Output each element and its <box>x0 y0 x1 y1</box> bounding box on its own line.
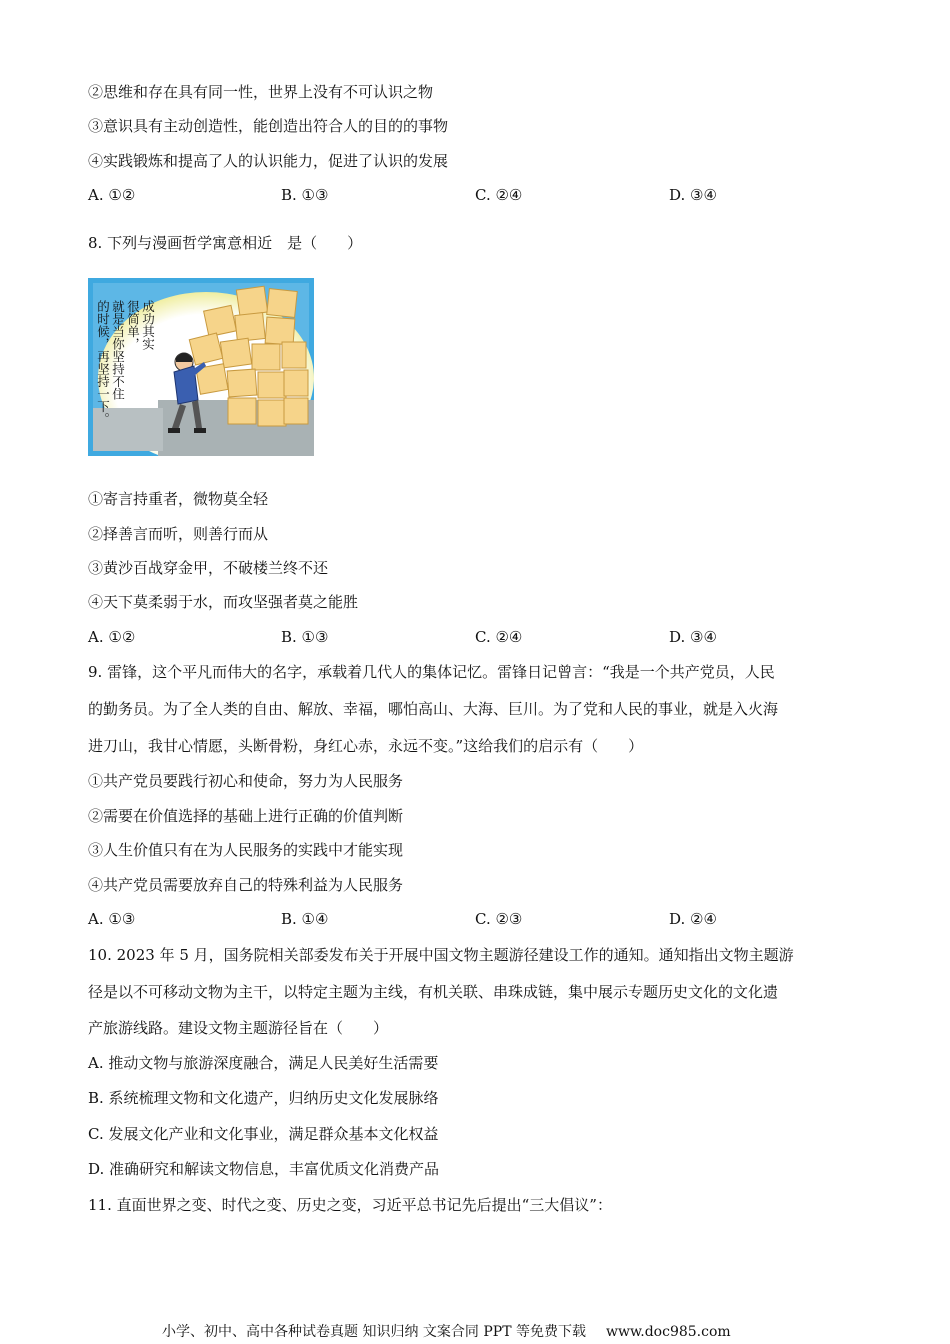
q8-option-b: B. ①③ <box>281 628 329 646</box>
q10-stem-line-3: 产旅游线路。建设文物主题游径旨在（ ） <box>88 1019 389 1037</box>
q9-statement-2: ②需要在价值选择的基础上进行正确的价值判断 <box>88 807 404 825</box>
q8-option-c: C. ②④ <box>475 628 523 646</box>
q7-statement-4: ④实践锻炼和提高了人的认识能力，促进了认识的发展 <box>88 152 449 170</box>
q7-statement-3: ③意识具有主动创造性，能创造出符合人的目的的事物 <box>88 117 449 135</box>
q7-statement-2: ②思维和存在具有同一性，世界上没有不可认识之物 <box>88 83 434 101</box>
q8-option-a: A. ①② <box>88 628 136 646</box>
q9-option-c: C. ②③ <box>475 910 523 928</box>
q8-option-d: D. ③④ <box>669 628 717 646</box>
q8-stem: 8. 下列与漫画哲学寓意相近 是（ ） <box>88 234 363 252</box>
q7-option-c: C. ②④ <box>475 186 523 204</box>
cartoon-text-col3: 就是当你坚持不住 <box>110 300 126 400</box>
q10-stem-line-1: 10. 2023 年 5 月，国务院相关部委发布关于开展中国文物主题游径建设工作的通知。通知指出文物主题游 <box>88 946 794 964</box>
q7-option-a: A. ①② <box>88 186 136 204</box>
q9-option-d: D. ②④ <box>669 910 717 928</box>
q10-option-b: B. 系统梳理文物和文化遗产，归纳历史文化发展脉络 <box>88 1089 439 1107</box>
page-footer <box>162 1322 731 1342</box>
q8-statement-4: ④天下莫柔弱于水，而攻坚强者莫之能胜 <box>88 593 359 611</box>
q7-option-d: D. ③④ <box>669 186 717 204</box>
q10-option-c: C. 发展文化产业和文化事业，满足群众基本文化权益 <box>88 1125 439 1143</box>
q9-stem-line-2: 的勤务员。为了全人类的自由、解放、幸福，哪怕高山、大海、巨川。为了党和人民的事业，就是入火海 <box>88 700 779 718</box>
q9-stem-line-1: 9. 雷锋，这个平凡而伟大的名字，承载着几代人的集体记忆。雷锋日记曾言：“我是一个共产党员，人民 <box>88 663 775 681</box>
cartoon-text-col1: 成功其实 <box>140 300 156 350</box>
q8-cartoon-image <box>88 278 314 456</box>
q7-option-b: B. ①③ <box>281 186 329 204</box>
q10-option-a: A. 推动文物与旅游深度融合，满足人民美好生活需要 <box>88 1054 439 1072</box>
q9-statement-4: ④共产党员需要放弃自己的特殊利益为人民服务 <box>88 876 404 894</box>
q8-statement-1: ①寄言持重者，微物莫全轻 <box>88 490 269 508</box>
q9-stem-line-3: 进刀山，我甘心情愿，头断骨粉，身红心赤，永远不变。”这给我们的启示有（ ） <box>88 737 644 755</box>
cartoon-text-col4: 的时候，再坚持一下。 <box>95 300 111 425</box>
footer-url[interactable]: www.doc985.com <box>605 1324 731 1340</box>
q8-statement-3: ③黄沙百战穿金甲，不破楼兰终不还 <box>88 559 329 577</box>
q9-statement-1: ①共产党员要践行初心和使命，努力为人民服务 <box>88 772 404 790</box>
q10-option-d: D. 准确研究和解读文物信息，丰富优质文化消费产品 <box>88 1160 440 1178</box>
q9-option-a: A. ①③ <box>88 910 136 928</box>
q11-stem: 11. 直面世界之变、时代之变、历史之变，习近平总书记先后提出“三大倡议”： <box>88 1196 612 1214</box>
footer-text: 小学、初中、高中各种试卷真题 知识归纳 文案合同 PPT 等免费下载 <box>162 1324 586 1340</box>
q8-statement-2: ②择善言而听，则善行而从 <box>88 525 269 543</box>
cartoon-text-col2: 很简单， <box>125 300 141 350</box>
q9-statement-3: ③人生价值只有在为人民服务的实践中才能实现 <box>88 841 404 859</box>
q9-option-b: B. ①④ <box>281 910 329 928</box>
q10-stem-line-2: 径是以不可移动文物为主干，以特定主题为主线，有机关联、串珠成链，集中展示专题历史文化的文化遗 <box>88 983 779 1001</box>
